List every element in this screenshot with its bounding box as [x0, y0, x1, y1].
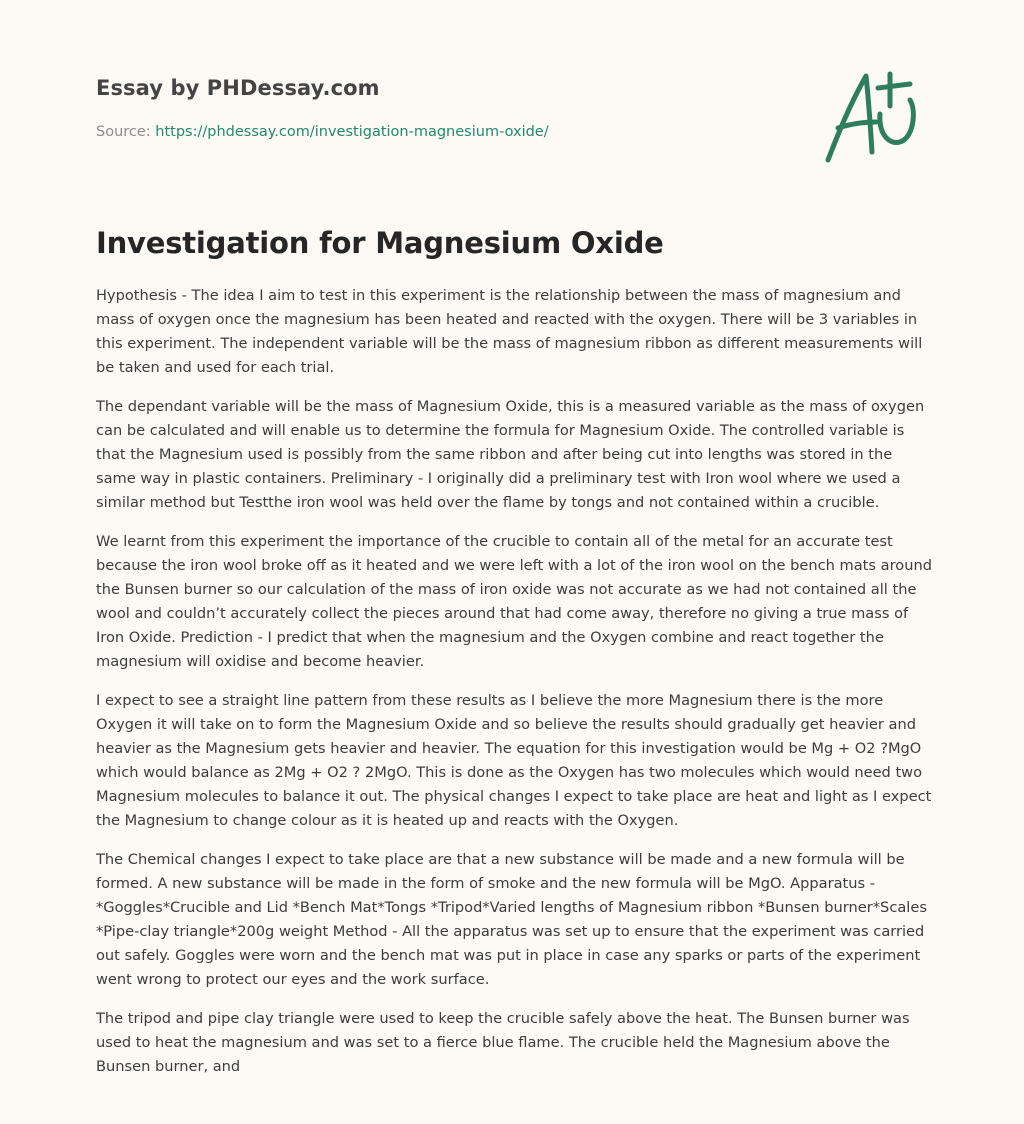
article-paragraph: I expect to see a straight line pattern from these results as I believe the more Magnesium there is the more Oxygen it will take on to form the Magnesium Oxide and so believe the results should gradually get heavier and heavier as the Magnesium gets heavier and heavier. The equation for this investigation would be Mg + O2 ?MgO which would balance as 2Mg + O2 ? 2MgO. This is done as the Oxygen has two molecules which would need two Magnesium molecules to balance it out. The physical changes I expect to take place are heat and light as I expect the Magnesium to change colour as it is heated up and reacts with the Oxygen.: [96, 692, 932, 829]
essay-header: [96, 0, 928, 190]
brand-title: Essay by PHDessay.com: [96, 76, 380, 100]
article-title: Investigation for Magnesium Oxide: [96, 226, 664, 260]
article-paragraph: The dependant variable will be the mass of Magnesium Oxide, this is a measured variable as the mass of oxygen can be calculated and will enable us to determine the formula for Magnesium Oxide. The controlled variable is that the Magnesium used is possibly from the same ribbon and after being cut into lengths was stored in the same way in plastic containers. Preliminary - I originally did a preliminary test with Iron wool where we used a similar method but Testthe iron wool was held over the flame by tongs and not contained within a crucible.: [96, 398, 925, 511]
article-body: [96, 284, 932, 1094]
a-plus-logo-icon: [818, 64, 928, 168]
source-label: Source:: [96, 124, 151, 140]
article-paragraph: The Chemical changes I expect to take place are that a new substance will be made and a new formula will be formed. A new substance will be made in the form of smoke and the new formula will be MgO. Apparatus - *Goggles*Crucible and Lid *Bench Mat*Tongs *Tripod*Varied lengths of Magnesium ribbon *Bunsen burner*Scales *Pipe-clay triangle*200g weight Method - All the apparatus was set up to ensure that the experiment was carried out safely. Goggles were worn and the bench mat was put in place in case any sparks or parts of the experiment went wrong to protect our eyes and the work surface.: [96, 851, 927, 988]
article-paragraph: Hypothesis - The idea I aim to test in this experiment is the relationship between the mass of magnesium and mass of oxygen once the magnesium has been heated and reacted with the oxygen. There will be 3 variables in this experiment. The independent variable will be the mass of magnesium ribbon as different measurements will be taken and used for each trial.: [96, 287, 923, 376]
source-link[interactable]: https://phdessay.com/investigation-magnesium-oxide/: [155, 124, 549, 140]
source-line: [96, 124, 549, 140]
article-paragraph: We learnt from this experiment the importance of the crucible to contain all of the metal for an accurate test because the iron wool broke off as it heated and we were left with a lot of the iron wool on the bench mats around the Bunsen burner so our calculation of the mass of iron oxide was not accurate as we had not contained all the wool and couldn’t accurately collect the pieces around that had come away, therefore no giving a true mass of Iron Oxide. Prediction - I predict that when the magnesium and the Oxygen combine and react together the magnesium will oxidise and become heavier.: [96, 533, 932, 670]
article-paragraph: The tripod and pipe clay triangle were used to keep the crucible safely above the heat. The Bunsen burner was used to heat the magnesium and was set to a fierce blue flame. The crucible held the Magnesium above the Bunsen burner, and: [96, 1010, 910, 1075]
